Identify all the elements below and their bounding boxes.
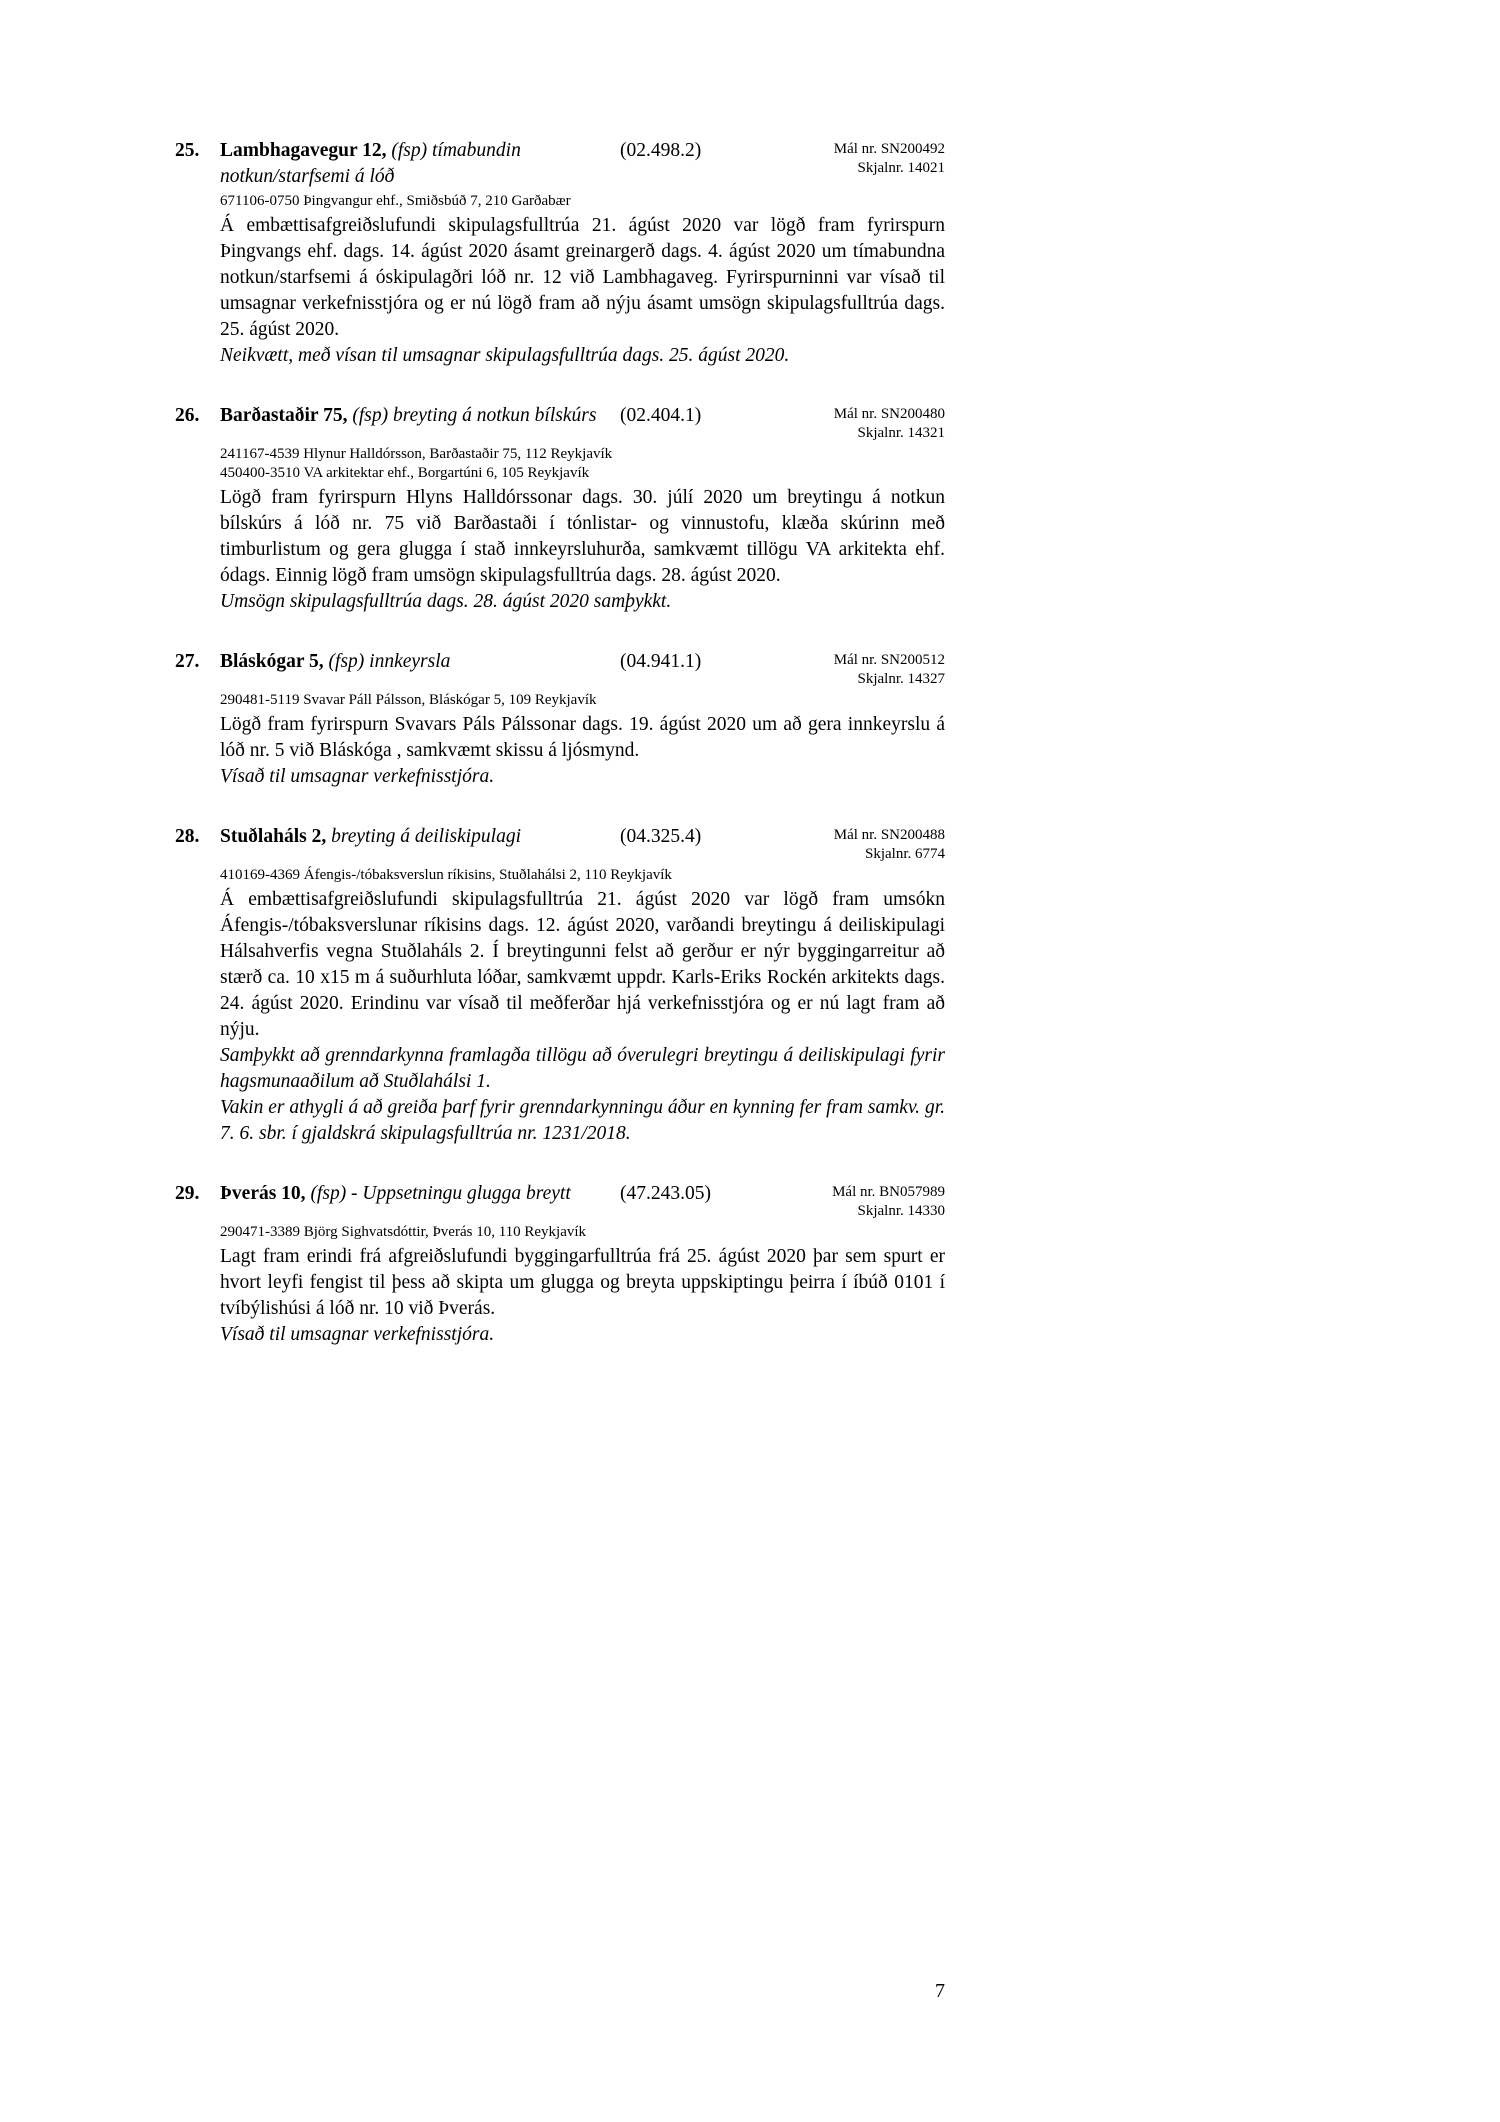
item-parties [220, 1223, 945, 1242]
item-head [175, 649, 945, 689]
item-head [175, 403, 945, 443]
item-zone-code: (02.404.1) [620, 405, 702, 426]
document-number: Skjalnr. 14330 [857, 1203, 945, 1219]
agenda-item [175, 824, 945, 1147]
party-line: 671106-0750 Þingvangur ehf., Smiðsbúð 7, 210 Garðabær [220, 193, 571, 209]
item-parties [220, 445, 945, 483]
party-line: 410169-4369 Áfengis-/tóbaksverslun ríkisins, Stuðlahálsi 2, 110 Reykjavík [220, 867, 672, 883]
item-conclusion: Vísað til umsagnar verkefnisstjóra. [220, 766, 495, 787]
case-number: Mál nr. SN200480 [833, 406, 945, 422]
item-body: Lögð fram fyrirspurn Hlyns Halldórssonar dags. 30. júlí 2020 um breytingu á notkun bílskúrs á lóð nr. 75 við Barðastaði í tónlistar- og vinnustofu, klæða skúrinn með timburlistum og gera glugga í stað innkeyrsluhurða, samkvæmt tillögu VA arkitekta ehf. ódags. Einnig lögð fram umsögn skipulagsfulltrúa dags. 28. ágúst 2020. [220, 487, 945, 586]
agenda-item [175, 649, 945, 790]
item-number: 28. [175, 826, 200, 847]
item-conclusion: Vakin er athygli á að greiða þarf fyrir grenndarkynningu áður en kynning fer fram samkv. gr. 7. 6. sbr. í gjaldskrá skipulagsfulltrúa nr. 1231/2018. [220, 1097, 945, 1144]
item-conclusion: Neikvætt, með vísan til umsagnar skipulagsfulltrúa dags. 25. ágúst 2020. [220, 345, 790, 366]
item-parties [220, 866, 945, 885]
item-head [175, 138, 945, 190]
item-case-refs [825, 1181, 945, 1221]
item-parties [220, 192, 945, 211]
document-number: Skjalnr. 14327 [857, 671, 945, 687]
party-line: 241167-4539 Hlynur Halldórsson, Barðastaðir 75, 112 Reykjavík [220, 446, 613, 462]
item-head [175, 1181, 945, 1221]
party-line: 290471-3389 Björg Sighvatsdóttir, Þverás 10, 110 Reykjavík [220, 1224, 587, 1240]
item-case-refs [825, 824, 945, 864]
item-body: Lagt fram erindi frá afgreiðslufundi byggingarfulltrúa frá 25. ágúst 2020 þar sem spurt er hvort leyfi fengist til þess að skipta um glugga og breyta uppskiptingu þeirra í íbúð 0101 í tvíbýlishúsi á lóð nr. 10 við Þverás. [220, 1246, 945, 1319]
item-conclusion: Vísað til umsagnar verkefnisstjóra. [220, 1324, 495, 1345]
document-number: Skjalnr. 14321 [857, 425, 945, 441]
item-title [220, 649, 620, 675]
item-conclusion: Samþykkt að grenndarkynna framlagða tillögu að óverulegri breytingu á deiliskipulagi fyrir hagsmunaaðilum að Stuðlahálsi 1. [220, 1045, 945, 1092]
page-number: 7 [935, 1980, 945, 2002]
item-subject: (fsp) breyting á notkun bílskúrs [352, 405, 597, 426]
item-title [220, 138, 620, 190]
minutes-content [175, 138, 945, 1382]
item-body: Á embættisafgreiðslufundi skipulagsfulltrúa 21. ágúst 2020 var lögð fram fyrirspurn Þingvangs ehf. dags. 14. ágúst 2020 ásamt greinargerð dags. 4. ágúst 2020 um tímabundna notkun/starfsemi á óskipulagðri lóð nr. 12 við Lambhagaveg. Fyrirspurninni var vísað til umsagnar verkefnisstjóra og er nú lögð fram að nýju ásamt umsögn skipulagsfulltrúa dags. 25. ágúst 2020. [220, 215, 945, 340]
item-address: Lambhagavegur 12, [220, 140, 387, 161]
item-case-refs [825, 403, 945, 443]
item-subject: (fsp) - Uppsetningu glugga breytt [310, 1183, 571, 1204]
item-zone-code: (04.325.4) [620, 826, 702, 847]
item-body: Lögð fram fyrirspurn Svavars Páls Pálssonar dags. 19. ágúst 2020 um að gera innkeyrslu á lóð nr. 5 við Bláskóga , samkvæmt skissu á ljósmynd. [220, 714, 945, 761]
document-number: Skjalnr. 6774 [864, 846, 945, 862]
item-body: Á embættisafgreiðslufundi skipulagsfulltrúa 21. ágúst 2020 var lögð fram umsókn Áfengis-/tóbaksverslunar ríkisins dags. 12. ágúst 2020, varðandi breytingu á deiliskipulagi Hálsahverfis vegna Stuðlaháls 2. Í breytingunni felst að gerður er nýr byggingarreitur að stærð ca. 10 x15 m á suðurhluta lóðar, samkvæmt uppdr. Karls-Eriks Rockén arkitekts dags. 24. ágúst 2020. Erindinu var vísað til meðferðar hjá verkefnisstjóra og er nú lagt fram að nýju. [220, 889, 945, 1040]
item-address: Þverás 10, [220, 1183, 306, 1204]
item-case-refs [825, 649, 945, 689]
item-subject: (fsp) tímabundin notkun/starfsemi á lóð [220, 140, 521, 187]
item-parties [220, 691, 945, 710]
item-number: 26. [175, 405, 200, 426]
agenda-item [175, 1181, 945, 1348]
item-number: 27. [175, 651, 200, 672]
item-subject: breyting á deiliskipulagi [331, 826, 521, 847]
item-title [220, 824, 620, 850]
item-zone-code: (47.243.05) [620, 1183, 711, 1204]
item-subject: (fsp) innkeyrsla [328, 651, 451, 672]
item-conclusion: Umsögn skipulagsfulltrúa dags. 28. ágúst 2020 samþykkt. [220, 591, 672, 612]
party-line: 290481-5119 Svavar Páll Pálsson, Bláskógar 5, 109 Reykjavík [220, 692, 597, 708]
item-zone-code: (04.941.1) [620, 651, 702, 672]
item-address: Stuðlaháls 2, [220, 826, 327, 847]
case-number: Mál nr. SN200492 [833, 141, 945, 157]
party-line: 450400-3510 VA arkitektar ehf., Borgartúni 6, 105 Reykjavík [220, 465, 590, 481]
item-address: Barðastaðir 75, [220, 405, 348, 426]
case-number: Mál nr. SN200512 [833, 652, 945, 668]
case-number: Mál nr. SN200488 [833, 827, 945, 843]
item-case-refs [825, 138, 945, 178]
document-number: Skjalnr. 14021 [857, 160, 945, 176]
item-title [220, 403, 620, 429]
agenda-item [175, 138, 945, 369]
case-number: Mál nr. BN057989 [832, 1184, 945, 1200]
item-number: 29. [175, 1183, 200, 1204]
agenda-item [175, 403, 945, 615]
item-number: 25. [175, 140, 200, 161]
item-zone-code: (02.498.2) [620, 140, 702, 161]
item-head [175, 824, 945, 864]
item-address: Bláskógar 5, [220, 651, 324, 672]
item-title [220, 1181, 620, 1207]
